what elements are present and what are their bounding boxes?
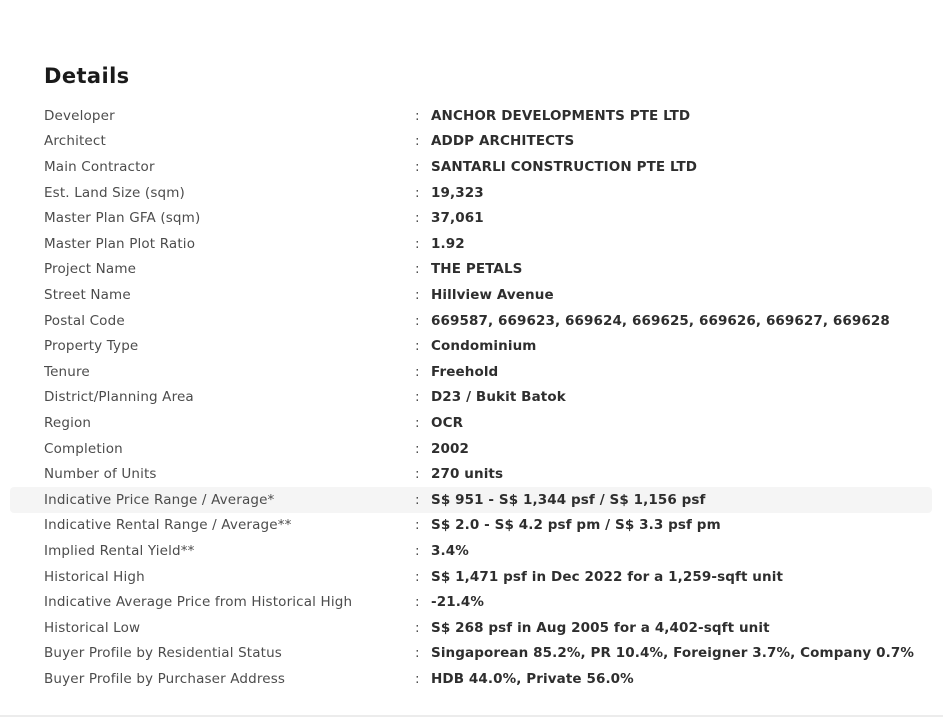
row-colon: : [415, 619, 420, 636]
row-label: Indicative Price Range / Average* [44, 491, 275, 508]
row-label: Property Type [44, 338, 139, 355]
row-colon: : [415, 670, 420, 687]
table-row [10, 282, 932, 308]
table-row [10, 641, 932, 667]
row-colon: : [415, 389, 420, 406]
row-label: Est. Land Size (sqm) [44, 184, 185, 201]
row-colon: : [415, 363, 420, 380]
table-row [10, 359, 932, 385]
row-colon: : [415, 235, 420, 252]
row-value: Condominium [431, 338, 537, 355]
row-label: Buyer Profile by Residential Status [44, 645, 282, 662]
row-colon: : [415, 261, 420, 278]
row-label: Region [44, 415, 92, 432]
row-value: 3.4% [431, 542, 469, 559]
table-row [10, 564, 932, 590]
row-label: Completion [44, 440, 123, 457]
table-row [10, 154, 932, 180]
table-row [10, 257, 932, 283]
row-value: Singaporean 85.2%, PR 10.4%, Foreigner 3.7%, Company 0.7% [431, 645, 914, 662]
table-row [10, 513, 932, 539]
table-row [10, 615, 932, 641]
row-value: 2002 [431, 440, 469, 457]
row-label: Number of Units [44, 466, 157, 483]
row-value: S$ 268 psf in Aug 2005 for a 4,402-sqft unit [431, 619, 770, 636]
row-label: Master Plan GFA (sqm) [44, 210, 201, 227]
row-value: -21.4% [431, 594, 485, 611]
row-label: District/Planning Area [44, 389, 194, 406]
row-value: 270 units [431, 466, 504, 483]
row-colon: : [415, 594, 420, 611]
row-colon: : [415, 107, 420, 124]
table-row [10, 333, 932, 359]
row-colon: : [415, 159, 420, 176]
row-label: Historical Low [44, 619, 141, 636]
table-row [10, 589, 932, 615]
row-value: THE PETALS [431, 261, 523, 278]
row-value: S$ 951 - S$ 1,344 psf / S$ 1,156 psf [431, 491, 706, 508]
row-value: HDB 44.0%, Private 56.0% [431, 670, 634, 687]
row-value: Hillview Avenue [431, 287, 554, 304]
row-value: 669587, 669623, 669624, 669625, 669626, 669627, 669628 [431, 312, 890, 329]
table-row [10, 205, 932, 231]
row-label: Tenure [44, 363, 90, 380]
row-value: Freehold [431, 363, 499, 380]
row-label: Project Name [44, 261, 137, 278]
row-colon: : [415, 568, 420, 585]
row-colon: : [415, 517, 420, 534]
row-colon: : [415, 287, 420, 304]
row-colon: : [415, 210, 420, 227]
table-row [10, 385, 932, 411]
row-label: Developer [44, 107, 115, 124]
row-colon: : [415, 338, 420, 355]
row-colon: : [415, 491, 420, 508]
details-table [10, 103, 932, 692]
row-label: Buyer Profile by Purchaser Address [44, 670, 286, 687]
row-value: 19,323 [431, 184, 484, 201]
table-row [10, 129, 932, 155]
table-row [10, 308, 932, 334]
table-row [10, 538, 932, 564]
row-label: Indicative Rental Range / Average** [44, 517, 292, 534]
row-colon: : [415, 440, 420, 457]
row-colon: : [415, 415, 420, 432]
row-value: SANTARLI CONSTRUCTION PTE LTD [431, 159, 698, 176]
row-value: D23 / Bukit Batok [431, 389, 566, 406]
row-value: ANCHOR DEVELOPMENTS PTE LTD [431, 107, 691, 124]
row-value: 37,061 [431, 210, 484, 227]
row-label: Indicative Average Price from Historical High [44, 594, 353, 611]
row-value: 1.92 [431, 235, 465, 252]
row-colon: : [415, 184, 420, 201]
row-value: S$ 1,471 psf in Dec 2022 for a 1,259-sqft unit [431, 568, 784, 585]
table-row [10, 180, 932, 206]
row-colon: : [415, 133, 420, 150]
table-row [10, 666, 932, 692]
row-label: Main Contractor [44, 159, 155, 176]
table-row [10, 436, 932, 462]
table-row [10, 410, 932, 436]
row-colon: : [415, 645, 420, 662]
table-row [10, 103, 932, 129]
row-label: Implied Rental Yield** [44, 542, 195, 559]
row-colon: : [415, 312, 420, 329]
row-colon: : [415, 466, 420, 483]
row-value: S$ 2.0 - S$ 4.2 psf pm / S$ 3.3 psf pm [431, 517, 721, 534]
table-row [10, 487, 932, 513]
row-value: ADDP ARCHITECTS [431, 133, 575, 150]
row-label: Master Plan Plot Ratio [44, 235, 196, 252]
row-label: Historical High [44, 568, 145, 585]
table-row [10, 231, 932, 257]
row-label: Postal Code [44, 312, 125, 329]
page-title: Details [44, 64, 130, 88]
table-row [10, 461, 932, 487]
row-label: Street Name [44, 287, 131, 304]
row-colon: : [415, 542, 420, 559]
row-value: OCR [431, 415, 464, 432]
row-label: Architect [44, 133, 106, 150]
